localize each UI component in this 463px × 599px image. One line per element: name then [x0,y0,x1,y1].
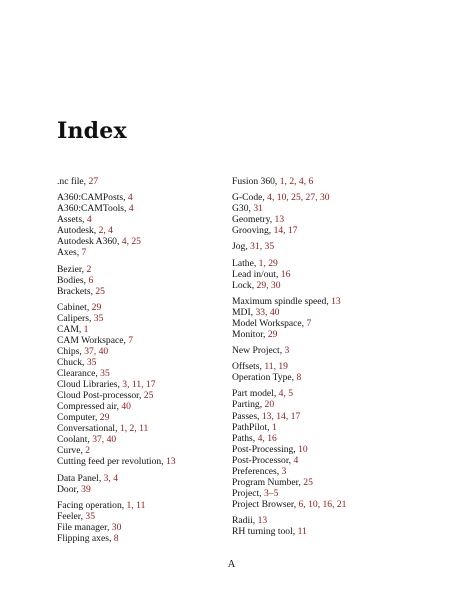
index-page-links[interactable]: 7 [81,247,87,259]
index-page-links[interactable]: 29 [267,328,278,340]
index-entry [232,515,346,526]
index-page-links[interactable]: 3–5 [263,487,279,499]
index-term: Assets, [57,214,87,226]
index-entry [232,269,346,280]
index-term: G-Code, [232,192,268,204]
index-term: Jog, [232,241,251,253]
index-page-links[interactable]: 31, 35 [250,241,275,253]
index-page-links[interactable]: 13 [274,214,285,226]
index-term: Coolant, [57,434,93,446]
index-entry [232,318,346,329]
index-term: Conversational, [57,423,120,435]
index-entry [232,241,346,252]
index-entry [232,372,346,383]
index-entry [57,302,176,313]
index-page-links[interactable]: 14, 17 [273,225,298,237]
index-entry [232,499,346,510]
index-entry [57,500,176,511]
index-term: Project Browser, [232,498,299,510]
index-page-links[interactable]: 3, 4 [103,472,119,484]
index-entry [232,422,346,433]
page-title: Index [57,118,127,144]
index-term: Feeler, [57,510,86,522]
index-page-links[interactable]: 7 [306,317,312,329]
index-term: Autodesk, [57,225,99,237]
index-term: Post-Processing, [232,443,299,455]
index-entry [232,411,346,422]
index-page-links[interactable]: 4, 25 [121,236,141,248]
index-entry [57,313,176,324]
index-term: Offsets, [232,361,265,373]
index-entry [57,275,176,286]
index-term: Maximum spindle speed, [232,295,332,307]
index-page-links[interactable]: 27 [88,176,99,187]
index-entry [57,484,176,495]
index-term: Part model, [232,388,279,400]
index-page-links[interactable]: 35 [86,356,97,368]
index-page-links[interactable]: 35 [100,368,110,380]
index-entry [57,368,176,379]
index-term: Chips, [57,345,85,357]
index-term: Bodies, [57,274,89,286]
index-entry [57,335,176,346]
index-entry [57,412,176,423]
index-term: Lead in/out, [232,268,281,280]
index-page-links[interactable]: 29 [91,301,102,313]
index-page-links[interactable]: 35 [93,312,104,324]
index-page-links[interactable]: 20 [264,399,275,411]
index-page-links[interactable]: 11, 19 [264,361,288,373]
index-page-links[interactable]: 4 [293,454,299,466]
index-term: CAM Workspace, [57,334,129,346]
index-page-links[interactable]: 4 [128,203,134,215]
index-letter-group [232,361,346,383]
index-term: CAM, [57,323,84,335]
index-page-links[interactable]: 35 [85,510,95,522]
index-page-links[interactable]: 1, 2, 11 [119,423,149,435]
index-entry [232,345,346,356]
index-page-links[interactable]: 13, 14, 17 [261,410,301,422]
page-footer-letter: A [227,559,236,570]
index-term: Fusion 360, [232,176,280,187]
index-term: Operation Type, [232,372,297,384]
index-letter-group [57,302,176,468]
index-term: Lock, [232,279,257,291]
index-page-links[interactable]: 29, 30 [256,279,281,291]
index-page-links[interactable]: 13 [257,515,268,527]
index-term: Cloud Libraries, [57,379,123,391]
index-page-links[interactable]: 8 [296,372,302,384]
index-term: Calipers, [57,312,94,324]
index-entry [232,399,346,410]
index-entry [232,433,346,444]
index-entry [232,307,346,318]
index-page-links[interactable]: 4 [127,192,133,204]
index-entry [232,214,346,225]
index-term: Data Panel, [57,472,104,484]
index-term: Parting, [232,399,265,411]
index-entry [57,236,176,247]
index-entry [57,225,176,236]
index-page-links[interactable]: 1, 11 [126,499,146,511]
index-page-links[interactable]: 3 [281,465,287,477]
index-page-links[interactable]: 29 [99,412,110,424]
index-entry [57,445,176,456]
index-letter-group [232,176,346,187]
index-entry [57,390,176,401]
index-entry [57,456,176,467]
index-page-links[interactable]: 3 [284,345,290,357]
index-term: Facing operation, [57,499,127,511]
index-entry [232,225,346,236]
index-entry [57,286,176,297]
index-entry [57,176,176,187]
index-term: Cabinet, [57,301,92,313]
index-term: A360:CAMTools, [57,203,129,215]
index-page-links[interactable]: 16 [280,268,291,280]
index-entry [232,176,346,187]
index-page-links[interactable]: 30 [111,521,122,533]
index-letter-group [232,241,346,252]
index-entry [232,203,346,214]
index-page-links[interactable]: 31 [253,203,263,215]
index-term: Axes, [57,247,82,259]
index-page-links[interactable]: 1 [83,323,89,335]
index-term: Lathe, [232,257,259,269]
index-page-links[interactable]: 2 [85,445,91,457]
index-page-links[interactable]: 4 [86,214,92,226]
index-term: Clearance, [57,368,101,380]
index-entry [57,401,176,412]
index-entry [57,357,176,368]
index-entry [232,361,346,372]
index-term: Door, [57,483,82,495]
index-term: Model Workspace, [232,317,307,329]
index-page-links[interactable]: 37, 40 [84,345,109,357]
index-term: A360:CAMPosts, [57,192,128,204]
index-entry [57,434,176,445]
index-entry [232,280,346,291]
index-entry [57,192,176,203]
index-page-links[interactable]: 3, 11, 17 [122,379,156,391]
index-term: Compressed air, [57,401,122,413]
index-entry [57,379,176,390]
index-term: Program Number, [232,476,304,488]
index-page-links[interactable]: 10 [298,443,308,455]
index-page-links[interactable]: 13 [165,456,176,468]
index-page-links[interactable]: 6, 10, 16, 21 [298,498,347,510]
index-page-links[interactable]: 2, 4 [98,225,113,237]
index-page-links[interactable]: 7 [128,334,134,346]
index-entry [57,473,176,484]
index-term: Chuck, [57,356,87,368]
index-entry [232,258,346,269]
index-letter-group [232,345,346,356]
index-page-links[interactable]: 8 [113,532,119,544]
index-letter-group [57,473,176,495]
index-letter-group [232,296,346,340]
index-page-links[interactable]: 25 [95,285,105,297]
index-entry [57,533,176,544]
index-page-links[interactable]: 1 [271,421,277,433]
index-letter-group [232,515,346,537]
index-term: Paths, [232,432,258,444]
index-column-left [57,176,176,549]
index-entry [57,324,176,335]
index-page-links[interactable]: 4, 10, 25, 27, 30 [267,192,330,204]
index-letter-group [57,500,176,544]
index-term: Bezier, [57,263,87,275]
index-letter-group [232,192,346,236]
index-letter-group [232,388,346,510]
index-term: Grooving, [232,225,274,237]
index-page-links[interactable]: 6 [88,274,94,286]
index-term: Cutting feed per revolution, [57,456,166,468]
index-term: RH turning tool, [232,526,298,538]
index-entry [57,423,176,434]
index-page-links[interactable]: 37, 40 [92,434,117,446]
index-entry [232,526,346,537]
index-term: File manager, [57,521,112,533]
index-term: Passes, [232,410,262,422]
index-page-links[interactable]: 11 [297,526,307,538]
index-page-links[interactable]: 1, 29 [258,257,278,269]
index-page-links[interactable]: 40 [121,401,131,413]
index-term: Radii, [232,515,258,527]
index-term: Autodesk A360, [57,236,122,248]
index-term: MDI, [232,306,256,318]
index-term: Project, [232,487,264,499]
index-page-links[interactable]: 1, 2, 4, 6 [279,176,314,187]
index-entry [232,444,346,455]
index-entry [57,247,176,258]
index-term: PathPilot, [232,421,272,433]
index-entry [232,477,346,488]
index-term: Flipping axes, [57,532,114,544]
index-term: G30, [232,203,254,215]
index-entry [232,488,346,499]
index-term: Geometry, [232,214,275,226]
index-term: .nc file, [57,176,89,187]
index-term: Post-Processor, [232,454,294,466]
index-column-right [232,176,346,542]
index-letter-group [57,176,176,187]
index-term: Preferences, [232,465,282,477]
index-page-links[interactable]: 13 [331,295,341,307]
index-entry [57,203,176,214]
index-term: New Project, [232,345,285,357]
index-letter-group [57,192,176,258]
index-term: Brackets, [57,285,96,297]
index-page-links[interactable]: 4, 16 [257,432,277,444]
index-term: Monitor, [232,328,268,340]
index-entry [57,264,176,275]
index-page-links[interactable]: 33, 40 [255,306,280,318]
index-entry [57,522,176,533]
index-entry [57,346,176,357]
index-entry [232,466,346,477]
index-entry [232,296,346,307]
index-letter-group [232,258,346,291]
index-page-links[interactable]: 4, 5 [278,388,294,400]
index-entry [232,455,346,466]
index-term: Curve, [57,445,86,457]
index-term: Computer, [57,412,100,424]
index-letter-group [57,264,176,297]
index-entry [232,192,346,203]
index-page-links[interactable]: 25 [143,390,154,402]
index-entry [57,214,176,225]
index-term: Cloud Post-processor, [57,390,144,402]
index-entry [232,388,346,399]
index-entry [232,329,346,340]
index-entry [57,511,176,522]
index-page-links[interactable]: 39 [81,483,91,495]
index-page-links[interactable]: 25 [303,476,313,488]
index-page-links[interactable]: 2 [86,263,92,275]
